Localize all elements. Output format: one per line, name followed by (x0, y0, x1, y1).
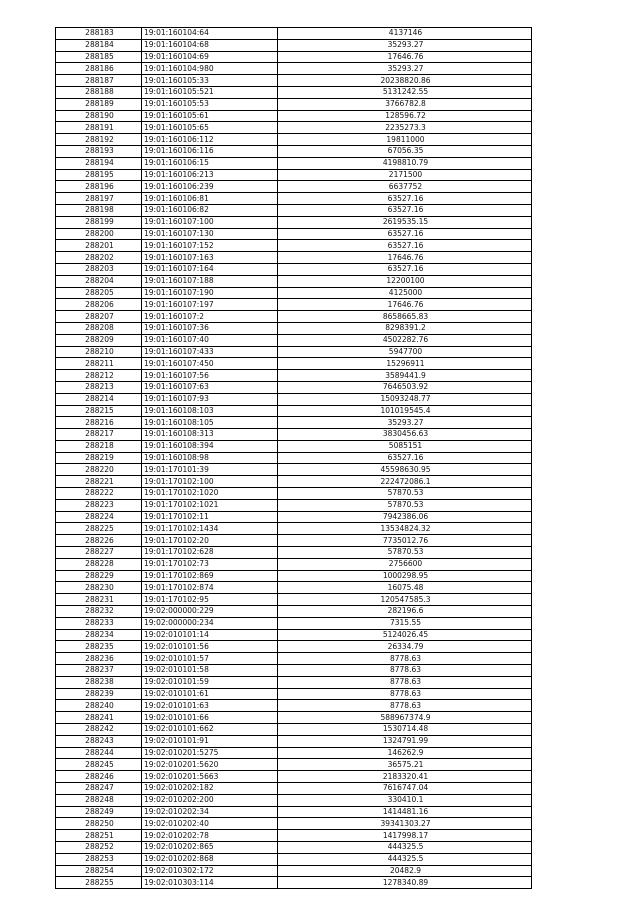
row-number-cell: 288241 (56, 712, 142, 724)
cadastral-number-cell: 19:01:160106:112 (142, 134, 278, 146)
row-number-cell: 288195 (56, 169, 142, 181)
cadastral-number-cell: 19:01:160108:313 (142, 429, 278, 441)
row-number-cell: 288209 (56, 334, 142, 346)
value-cell: 35293.27 (278, 417, 532, 429)
value-cell: 128596.72 (278, 110, 532, 122)
value-cell: 1530714.48 (278, 724, 532, 736)
row-number-cell: 288230 (56, 582, 142, 594)
table-row (56, 452, 532, 464)
table-row (56, 311, 532, 323)
value-cell: 16075.48 (278, 582, 532, 594)
row-number-cell: 288223 (56, 499, 142, 511)
row-number-cell: 288191 (56, 122, 142, 134)
value-cell: 63527.16 (278, 452, 532, 464)
row-number-cell: 288218 (56, 440, 142, 452)
table-row (56, 547, 532, 559)
value-cell: 5131242.55 (278, 86, 532, 98)
value-cell: 57870.53 (278, 488, 532, 500)
row-number-cell: 288221 (56, 476, 142, 488)
value-cell: 13534824.32 (278, 523, 532, 535)
table-row (56, 853, 532, 865)
row-number-cell: 288190 (56, 110, 142, 122)
cadastral-number-cell: 19:01:160104:69 (142, 51, 278, 63)
row-number-cell: 288198 (56, 204, 142, 216)
table-row (56, 429, 532, 441)
value-cell: 19811000 (278, 134, 532, 146)
row-number-cell: 288250 (56, 818, 142, 830)
cadastral-number-cell: 19:01:160106:116 (142, 145, 278, 157)
table-body (56, 28, 532, 889)
table-row (56, 440, 532, 452)
row-number-cell: 288205 (56, 287, 142, 299)
value-cell: 57870.53 (278, 499, 532, 511)
value-cell: 63527.16 (278, 204, 532, 216)
cadastral-number-cell: 19:02:010201:5620 (142, 759, 278, 771)
table-row (56, 629, 532, 641)
cadastral-number-cell: 19:01:160107:188 (142, 275, 278, 287)
row-number-cell: 288239 (56, 688, 142, 700)
table-row (56, 499, 532, 511)
row-number-cell: 288187 (56, 75, 142, 87)
cadastral-number-cell: 19:01:160108:103 (142, 405, 278, 417)
table-row (56, 169, 532, 181)
cadastral-number-cell: 19:02:010303:114 (142, 877, 278, 889)
table-row (56, 617, 532, 629)
row-number-cell: 288227 (56, 547, 142, 559)
row-number-cell: 288189 (56, 98, 142, 110)
table-row (56, 417, 532, 429)
cadastral-number-cell: 19:02:000000:229 (142, 606, 278, 618)
table-row (56, 794, 532, 806)
cadastral-number-cell: 19:02:010202:34 (142, 806, 278, 818)
cadastral-number-cell: 19:01:160107:63 (142, 381, 278, 393)
table-row (56, 735, 532, 747)
value-cell: 3766782.8 (278, 98, 532, 110)
row-number-cell: 288249 (56, 806, 142, 818)
table-row (56, 39, 532, 51)
cadastral-number-cell: 19:01:170102:95 (142, 594, 278, 606)
value-cell: 101019545.4 (278, 405, 532, 417)
row-number-cell: 288192 (56, 134, 142, 146)
row-number-cell: 288251 (56, 830, 142, 842)
value-cell: 1324791.99 (278, 735, 532, 747)
row-number-cell: 288203 (56, 263, 142, 275)
row-number-cell: 288202 (56, 252, 142, 264)
value-cell: 36575.21 (278, 759, 532, 771)
table-row (56, 370, 532, 382)
table-row (56, 464, 532, 476)
table-row (56, 122, 532, 134)
table-row (56, 358, 532, 370)
value-cell: 5947700 (278, 346, 532, 358)
table-row (56, 322, 532, 334)
row-number-cell: 288235 (56, 641, 142, 653)
row-number-cell: 288186 (56, 63, 142, 75)
table-row (56, 263, 532, 275)
value-cell: 3589441.9 (278, 370, 532, 382)
cadastral-number-cell: 19:01:160105:33 (142, 75, 278, 87)
value-cell: 3830456.63 (278, 429, 532, 441)
cadastral-number-cell: 19:01:160107:2 (142, 311, 278, 323)
value-cell: 8778.63 (278, 665, 532, 677)
cadastral-number-cell: 19:01:170102:1021 (142, 499, 278, 511)
row-number-cell: 288229 (56, 570, 142, 582)
value-cell: 8778.63 (278, 700, 532, 712)
value-cell: 8658665.83 (278, 311, 532, 323)
table-row (56, 299, 532, 311)
cadastral-number-cell: 19:01:160107:152 (142, 240, 278, 252)
cadastral-number-cell: 19:02:010101:56 (142, 641, 278, 653)
row-number-cell: 288252 (56, 841, 142, 853)
value-cell: 146262.9 (278, 747, 532, 759)
cadastral-number-cell: 19:02:010202:40 (142, 818, 278, 830)
table-row (56, 216, 532, 228)
row-number-cell: 288185 (56, 51, 142, 63)
cadastral-number-cell: 19:01:160106:82 (142, 204, 278, 216)
table-row (56, 570, 532, 582)
row-number-cell: 288232 (56, 606, 142, 618)
value-cell: 7735012.76 (278, 535, 532, 547)
row-number-cell: 288183 (56, 28, 142, 40)
cadastral-number-cell: 19:01:160107:433 (142, 346, 278, 358)
cadastral-number-cell: 19:01:160107:164 (142, 263, 278, 275)
row-number-cell: 288207 (56, 311, 142, 323)
table-row (56, 676, 532, 688)
value-cell: 4198810.79 (278, 157, 532, 169)
table-row (56, 759, 532, 771)
table-row (56, 145, 532, 157)
table-row (56, 488, 532, 500)
value-cell: 8778.63 (278, 653, 532, 665)
table-row (56, 653, 532, 665)
value-cell: 4502282.76 (278, 334, 532, 346)
table-row (56, 98, 532, 110)
value-cell: 17646.76 (278, 252, 532, 264)
row-number-cell: 288253 (56, 853, 142, 865)
table-row (56, 665, 532, 677)
value-cell: 20238820.86 (278, 75, 532, 87)
row-number-cell: 288246 (56, 771, 142, 783)
cadastral-number-cell: 19:01:170102:869 (142, 570, 278, 582)
value-cell: 39341303.27 (278, 818, 532, 830)
table-row (56, 252, 532, 264)
value-cell: 6637752 (278, 181, 532, 193)
table-row (56, 204, 532, 216)
table-row (56, 381, 532, 393)
table-row (56, 830, 532, 842)
cadastral-number-cell: 19:01:160105:521 (142, 86, 278, 98)
row-number-cell: 288242 (56, 724, 142, 736)
table-row (56, 134, 532, 146)
row-number-cell: 288196 (56, 181, 142, 193)
table-row (56, 86, 532, 98)
value-cell: 7616747.04 (278, 783, 532, 795)
value-cell: 7942386.06 (278, 511, 532, 523)
cadastral-number-cell: 19:02:010101:662 (142, 724, 278, 736)
value-cell: 2235273.3 (278, 122, 532, 134)
value-cell: 15093248.77 (278, 393, 532, 405)
cadastral-number-cell: 19:02:010101:14 (142, 629, 278, 641)
cadastral-number-cell: 19:01:170102:73 (142, 558, 278, 570)
cadastral-number-cell: 19:02:010101:58 (142, 665, 278, 677)
row-number-cell: 288184 (56, 39, 142, 51)
cadastral-number-cell: 19:01:160107:450 (142, 358, 278, 370)
value-cell: 4137146 (278, 28, 532, 40)
row-number-cell: 288233 (56, 617, 142, 629)
value-cell: 1414481.16 (278, 806, 532, 818)
value-cell: 330410.1 (278, 794, 532, 806)
row-number-cell: 288224 (56, 511, 142, 523)
value-cell: 282196.6 (278, 606, 532, 618)
value-cell: 2756600 (278, 558, 532, 570)
row-number-cell: 288193 (56, 145, 142, 157)
cadastral-number-cell: 19:01:160104:980 (142, 63, 278, 75)
table-row (56, 747, 532, 759)
cadastral-number-cell: 19:01:160106:239 (142, 181, 278, 193)
cadastral-number-cell: 19:01:160108:394 (142, 440, 278, 452)
cadastral-number-cell: 19:02:010101:57 (142, 653, 278, 665)
row-number-cell: 288210 (56, 346, 142, 358)
table-row (56, 393, 532, 405)
row-number-cell: 288215 (56, 405, 142, 417)
value-cell: 222472086.1 (278, 476, 532, 488)
cadastral-number-cell: 19:01:160107:36 (142, 322, 278, 334)
cadastral-number-cell: 19:01:160104:68 (142, 39, 278, 51)
cadastral-number-cell: 19:02:010201:5663 (142, 771, 278, 783)
table-row (56, 51, 532, 63)
table-row (56, 287, 532, 299)
row-number-cell: 288236 (56, 653, 142, 665)
cadastral-number-cell: 19:01:160107:130 (142, 228, 278, 240)
cadastral-number-cell: 19:01:160107:93 (142, 393, 278, 405)
value-cell: 4125000 (278, 287, 532, 299)
value-cell: 120547585.3 (278, 594, 532, 606)
cadastral-number-cell: 19:02:010202:182 (142, 783, 278, 795)
row-number-cell: 288208 (56, 322, 142, 334)
value-cell: 1000298.95 (278, 570, 532, 582)
cadastral-number-cell: 19:01:170102:100 (142, 476, 278, 488)
value-cell: 35293.27 (278, 39, 532, 51)
table-row (56, 28, 532, 40)
table-row (56, 783, 532, 795)
table-row (56, 476, 532, 488)
row-number-cell: 288237 (56, 665, 142, 677)
value-cell: 2183320.41 (278, 771, 532, 783)
cadastral-number-cell: 19:01:160108:105 (142, 417, 278, 429)
value-cell: 15296911 (278, 358, 532, 370)
row-number-cell: 288248 (56, 794, 142, 806)
table-row (56, 334, 532, 346)
cadastral-number-cell: 19:01:170102:1020 (142, 488, 278, 500)
value-cell: 17646.76 (278, 51, 532, 63)
value-cell: 63527.16 (278, 228, 532, 240)
table-row (56, 865, 532, 877)
cadastral-number-cell: 19:01:170102:1434 (142, 523, 278, 535)
cadastral-number-cell: 19:01:160106:81 (142, 193, 278, 205)
cadastral-number-cell: 19:01:160104:64 (142, 28, 278, 40)
table-row (56, 841, 532, 853)
row-number-cell: 288212 (56, 370, 142, 382)
row-number-cell: 288243 (56, 735, 142, 747)
cadastral-number-cell: 19:01:160106:15 (142, 157, 278, 169)
table-row (56, 228, 532, 240)
table-row (56, 712, 532, 724)
table-row (56, 275, 532, 287)
value-cell: 17646.76 (278, 299, 532, 311)
cadastral-number-cell: 19:01:160107:190 (142, 287, 278, 299)
table-row (56, 606, 532, 618)
cadastral-number-cell: 19:02:010202:78 (142, 830, 278, 842)
row-number-cell: 288238 (56, 676, 142, 688)
row-number-cell: 288211 (56, 358, 142, 370)
table-row (56, 110, 532, 122)
cadastral-number-cell: 19:02:010202:200 (142, 794, 278, 806)
row-number-cell: 288219 (56, 452, 142, 464)
cadastral-number-cell: 19:01:160107:100 (142, 216, 278, 228)
value-cell: 63527.16 (278, 240, 532, 252)
table-row (56, 877, 532, 889)
cadastral-number-cell: 19:01:160107:197 (142, 299, 278, 311)
cadastral-number-cell: 19:02:010101:66 (142, 712, 278, 724)
cadastral-number-cell: 19:02:010302:172 (142, 865, 278, 877)
row-number-cell: 288225 (56, 523, 142, 535)
table-row (56, 523, 532, 535)
value-cell: 20482.9 (278, 865, 532, 877)
cadastral-number-cell: 19:02:010101:63 (142, 700, 278, 712)
value-cell: 5085151 (278, 440, 532, 452)
value-cell: 12200100 (278, 275, 532, 287)
cadastral-number-cell: 19:02:010202:868 (142, 853, 278, 865)
cadastral-number-cell: 19:01:170102:628 (142, 547, 278, 559)
row-number-cell: 288254 (56, 865, 142, 877)
value-cell: 8778.63 (278, 676, 532, 688)
row-number-cell: 288244 (56, 747, 142, 759)
row-number-cell: 288216 (56, 417, 142, 429)
cadastral-number-cell: 19:02:010101:59 (142, 676, 278, 688)
table-row (56, 806, 532, 818)
row-number-cell: 288222 (56, 488, 142, 500)
value-cell: 57870.53 (278, 547, 532, 559)
cadastral-number-cell: 19:01:170102:874 (142, 582, 278, 594)
data-table (55, 27, 532, 889)
table-row (56, 771, 532, 783)
value-cell: 5124026.45 (278, 629, 532, 641)
row-number-cell: 288245 (56, 759, 142, 771)
row-number-cell: 288255 (56, 877, 142, 889)
table-row (56, 818, 532, 830)
value-cell: 7315.55 (278, 617, 532, 629)
row-number-cell: 288188 (56, 86, 142, 98)
row-number-cell: 288226 (56, 535, 142, 547)
table-row (56, 724, 532, 736)
row-number-cell: 288201 (56, 240, 142, 252)
value-cell: 8298391.2 (278, 322, 532, 334)
value-cell: 45598630.95 (278, 464, 532, 476)
table-row (56, 193, 532, 205)
cadastral-number-cell: 19:02:010101:91 (142, 735, 278, 747)
cadastral-number-cell: 19:02:000000:234 (142, 617, 278, 629)
row-number-cell: 288234 (56, 629, 142, 641)
table-row (56, 511, 532, 523)
value-cell: 444325.5 (278, 853, 532, 865)
value-cell: 67056.35 (278, 145, 532, 157)
value-cell: 35293.27 (278, 63, 532, 75)
value-cell: 444325.5 (278, 841, 532, 853)
table-row (56, 240, 532, 252)
row-number-cell: 288217 (56, 429, 142, 441)
row-number-cell: 288228 (56, 558, 142, 570)
row-number-cell: 288231 (56, 594, 142, 606)
row-number-cell: 288214 (56, 393, 142, 405)
row-number-cell: 288213 (56, 381, 142, 393)
value-cell: 2171500 (278, 169, 532, 181)
cadastral-number-cell: 19:01:160107:56 (142, 370, 278, 382)
row-number-cell: 288220 (56, 464, 142, 476)
value-cell: 1278340.89 (278, 877, 532, 889)
cadastral-number-cell: 19:02:010101:61 (142, 688, 278, 700)
table-row (56, 558, 532, 570)
row-number-cell: 288197 (56, 193, 142, 205)
cadastral-number-cell: 19:01:170101:39 (142, 464, 278, 476)
table-row (56, 181, 532, 193)
cadastral-number-cell: 19:01:170102:11 (142, 511, 278, 523)
table-row (56, 594, 532, 606)
cadastral-number-cell: 19:01:160107:163 (142, 252, 278, 264)
table-row (56, 157, 532, 169)
table-row (56, 688, 532, 700)
value-cell: 1417998.17 (278, 830, 532, 842)
cadastral-number-cell: 19:02:010202:865 (142, 841, 278, 853)
cadastral-number-cell: 19:02:010201:5275 (142, 747, 278, 759)
row-number-cell: 288194 (56, 157, 142, 169)
cadastral-number-cell: 19:01:160106:213 (142, 169, 278, 181)
row-number-cell: 288204 (56, 275, 142, 287)
cadastral-number-cell: 19:01:160107:40 (142, 334, 278, 346)
row-number-cell: 288206 (56, 299, 142, 311)
row-number-cell: 288200 (56, 228, 142, 240)
cadastral-number-cell: 19:01:160105:53 (142, 98, 278, 110)
value-cell: 588967374.9 (278, 712, 532, 724)
cadastral-number-cell: 19:01:160105:65 (142, 122, 278, 134)
table-row (56, 405, 532, 417)
table-row (56, 346, 532, 358)
value-cell: 26334.79 (278, 641, 532, 653)
table-row (56, 700, 532, 712)
table-row (56, 582, 532, 594)
value-cell: 63527.16 (278, 193, 532, 205)
table-row (56, 641, 532, 653)
value-cell: 7646503.92 (278, 381, 532, 393)
value-cell: 63527.16 (278, 263, 532, 275)
cadastral-number-cell: 19:01:160108:98 (142, 452, 278, 464)
value-cell: 2619535.15 (278, 216, 532, 228)
table-row (56, 75, 532, 87)
value-cell: 8778.63 (278, 688, 532, 700)
row-number-cell: 288240 (56, 700, 142, 712)
cadastral-number-cell: 19:01:170102:20 (142, 535, 278, 547)
table-row (56, 535, 532, 547)
row-number-cell: 288199 (56, 216, 142, 228)
row-number-cell: 288247 (56, 783, 142, 795)
table-row (56, 63, 532, 75)
cadastral-number-cell: 19:01:160105:61 (142, 110, 278, 122)
